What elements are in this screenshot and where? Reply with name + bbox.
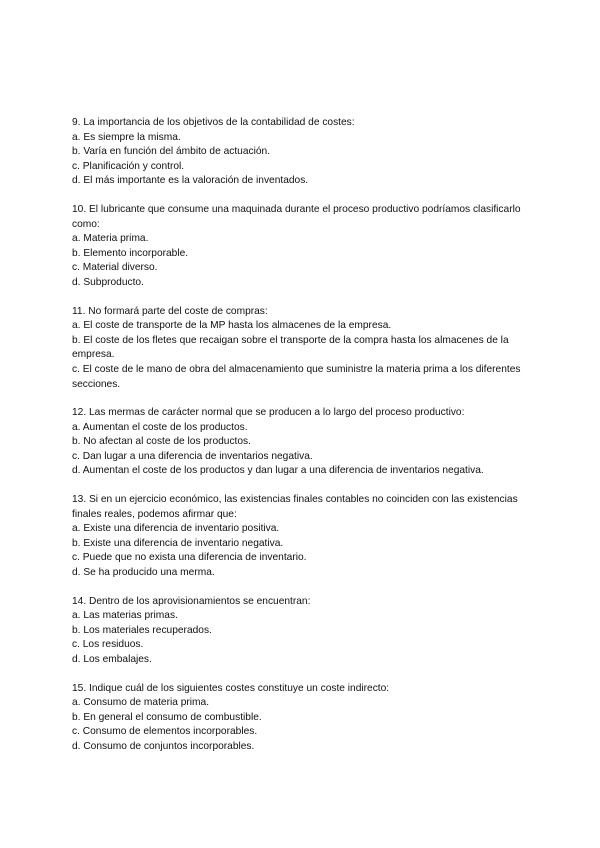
answer-option-a: a. Es siempre la misma. [72,131,181,143]
answer-option-b: b. Existe una diferencia de inventario negativa. [72,537,284,549]
question-15 [72,682,542,755]
question-prompt: 14. Dentro de los aprovisionamientos se encuentran: [72,595,311,607]
question-9 [72,116,542,189]
answer-option-b: b. No afectan al coste de los productos. [72,436,251,448]
answer-option-c: c. Puede que no exista una diferencia de inventario. [72,552,307,564]
answer-option-b: b. El coste de los fletes que recaigan sobre el transporte de la compra hasta los almacenes de la empresa. [72,334,509,361]
question-11 [72,305,542,393]
answer-option-d: d. Subproducto. [72,276,144,288]
answer-option-c: c. El coste de le mano de obra del almacenamiento que suministre la materia prima a los diferentes secciones. [72,363,521,390]
answer-option-c: c. Consumo de elementos incorporables. [72,726,258,738]
answer-option-d: d. Se ha producido una merma. [72,567,215,579]
answer-option-b: b. Los materiales recuperados. [72,624,212,636]
question-10 [72,203,542,291]
answer-option-c: c. Los residuos. [72,639,144,651]
answer-option-b: b. Varía en función del ámbito de actuación. [72,146,271,158]
document-page [72,116,542,769]
answer-option-d: d. Los embalajes. [72,654,152,665]
question-prompt: 13. Si en un ejercicio económico, las existencias finales contables no coinciden con las existencias finales reales, podemos afirmar que: [72,494,518,520]
question-prompt: 9. La importancia de los objetivos de la contabilidad de costes: [72,117,355,128]
answer-option-c: c. Dan lugar a una diferencia de inventarios negativa. [72,450,313,462]
answer-option-b: b. En general el consumo de combustible. [72,711,262,723]
answer-option-a: a. Consumo de materia prima. [72,697,210,709]
answer-option-a: a. Las materias primas. [72,610,178,622]
question-13 [72,493,542,581]
answer-option-b: b. Elemento incorporable. [72,247,189,259]
answer-option-d: d. Consumo de conjuntos incorporables. [72,740,255,752]
question-prompt: 12. Las mermas de carácter normal que se producen a lo largo del proceso productivo: [72,407,465,419]
question-14 [72,595,542,668]
answer-option-d: d. Aumentan el coste de los productos y dan lugar a una diferencia de inventarios negativa. [72,465,484,477]
answer-option-a: a. Aumentan el coste de los productos. [72,421,248,433]
answer-option-a: a. El coste de transporte de la MP hasta los almacenes de la empresa. [72,320,392,332]
question-prompt: 10. El lubricante que consume una maquinada durante el proceso productivo podríamos clasificarlo como: [72,203,521,230]
answer-option-c: c. Material diverso. [72,262,158,274]
answer-option-c: c. Planificación y control. [72,160,185,172]
question-12 [72,406,542,479]
question-prompt: 15. Indique cuál de los siguientes costes constituye un coste indirecto: [72,682,390,694]
answer-option-a: a. Existe una diferencia de inventario positiva. [72,523,280,535]
question-prompt: 11. No formará parte del coste de compras: [72,305,268,317]
answer-option-d: d. El más importante es la valoración de inventados. [72,175,309,187]
answer-option-a: a. Materia prima. [72,233,149,245]
